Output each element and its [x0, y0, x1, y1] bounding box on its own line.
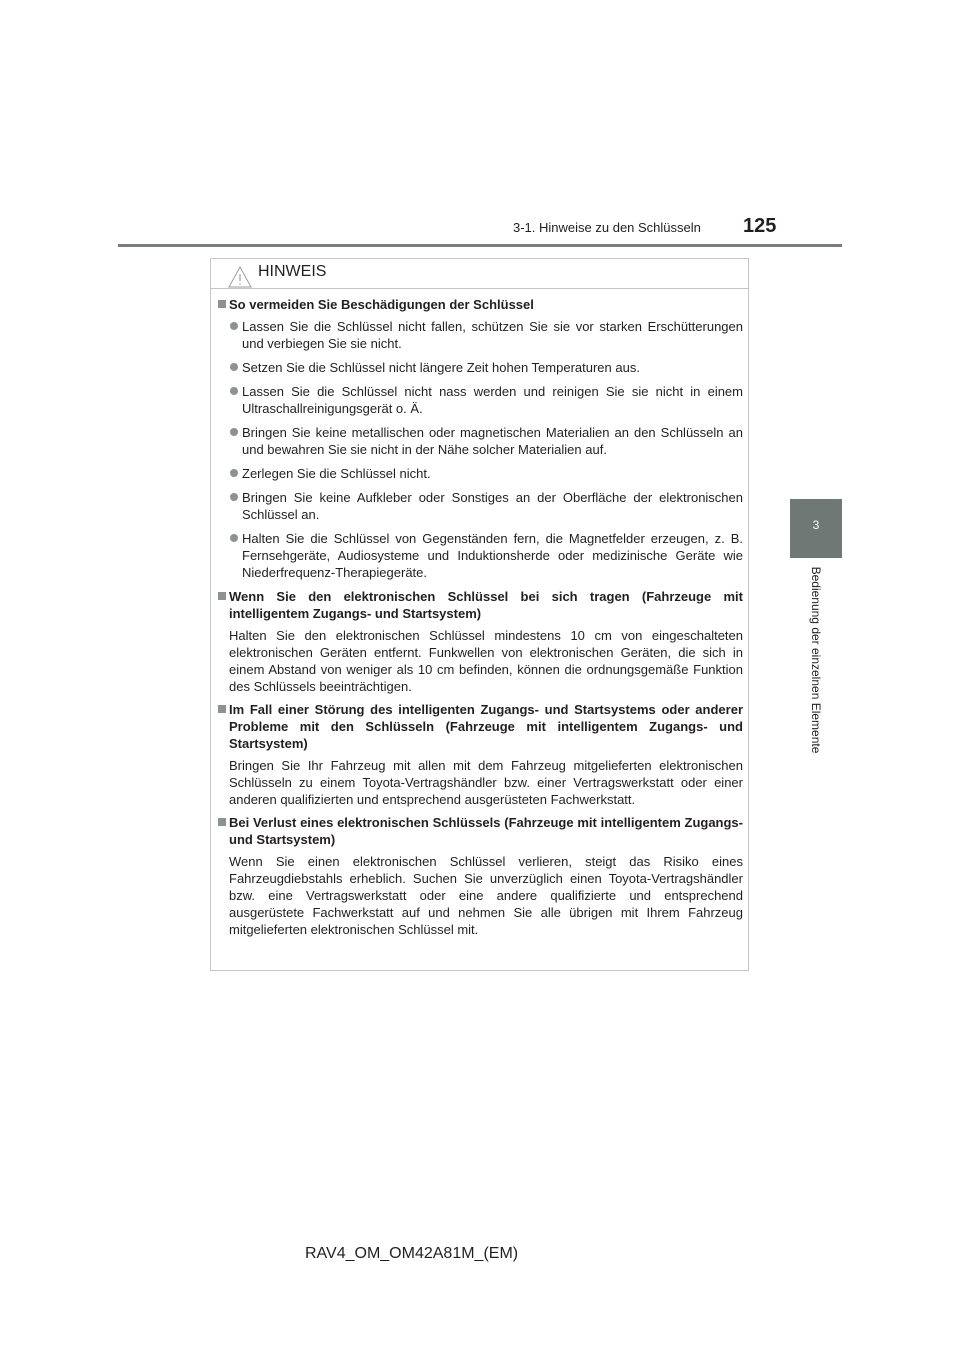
page-number: 125 [743, 215, 777, 237]
warning-triangle-icon [228, 266, 252, 288]
square-bullet-icon [218, 592, 226, 600]
section-body: Bringen Sie Ihr Fahrzeug mit allen mit dem Fahrzeug mitgelieferten elektronischen Schlüsseln zu einem Toyota-Vertragshändler bzw. einer Vertragswerkstatt oder einer anderen qualifizierten und entsprechend ausgerüsteten Fachwerkstatt. [229, 758, 743, 807]
circle-bullet-icon [230, 363, 238, 371]
square-bullet-icon [218, 705, 226, 713]
bullet-item [229, 318, 743, 352]
bullet-text: Lassen Sie die Schlüssel nicht nass werden und reinigen Sie sie nicht in einem Ultraschallreinigungsgerät o. Ä. [242, 384, 743, 416]
section-title: Bei Verlust eines elektronischen Schlüssels (Fahrzeuge mit intelligentem Zugangs- und Startsystem) [229, 815, 743, 847]
section-title: So vermeiden Sie Beschädigungen der Schlüssel [229, 297, 534, 312]
circle-bullet-icon [230, 534, 238, 542]
bullet-text: Lassen Sie die Schlüssel nicht fallen, schützen Sie sie vor starken Erschütterungen und verbiegen Sie sie nicht. [242, 319, 743, 351]
notice-section [218, 814, 743, 938]
notice-section [218, 588, 743, 695]
section-title: Wenn Sie den elektronischen Schlüssel bei sich tragen (Fahrzeuge mit intelligentem Zugangs- und Startsystem) [229, 589, 743, 621]
header-section-title: 3-1. Hinweise zu den Schlüsseln [513, 220, 701, 235]
bullet-text: Zerlegen Sie die Schlüssel nicht. [242, 466, 431, 481]
bullet-text: Setzen Sie die Schlüssel nicht längere Zeit hohen Temperaturen aus. [242, 360, 640, 375]
chapter-tab-label: Bedienung der einzelnen Elemente [809, 566, 823, 754]
notice-box [210, 258, 749, 971]
chapter-tab [790, 499, 842, 558]
notice-section [218, 701, 743, 808]
header-divider [118, 244, 842, 247]
circle-bullet-icon [230, 322, 238, 330]
notice-content [218, 296, 743, 944]
square-bullet-icon [218, 300, 226, 308]
bullet-item [229, 530, 743, 581]
square-bullet-icon [218, 818, 226, 826]
circle-bullet-icon [230, 387, 238, 395]
circle-bullet-icon [230, 493, 238, 501]
bullet-item [229, 465, 743, 482]
bullet-item [229, 383, 743, 417]
section-title: Im Fall einer Störung des intelligenten Zugangs- und Startsystems oder anderer Probleme mit den Schlüsseln (Fahrzeuge mit intelligentem Zugangs- und Startsystem) [229, 702, 743, 751]
bullet-text: Bringen Sie keine metallischen oder magnetischen Materialien an den Schlüsseln an und bewahren Sie sie nicht in der Nähe solcher Materialien auf. [242, 425, 743, 457]
bullet-item [229, 359, 743, 376]
chapter-tab-number: 3 [812, 518, 820, 532]
section-body: Wenn Sie einen elektronischen Schlüssel verlieren, steigt das Risiko eines Fahrzeugdiebstahls erheblich. Suchen Sie unverzüglich einen Toyota-Vertragshändler bzw. eine Vertragswerkstatt oder eine andere qualifizierte und entsprechend ausgerüstete Fachwerkstatt auf und nehmen Sie alle übrigen mit Ihrem Fahrzeug mitgelieferten elektronischen Schlüssel mit. [229, 854, 743, 937]
section-body: Halten Sie den elektronischen Schlüssel mindestens 10 cm von eingeschalteten elektronischen Geräten entfernt. Funkwellen von elektronischen Geräten, die sich in einem Abstand von weniger als 10 cm befinden, können die ordnungsgemäße Funktion des Schlüssels beeinträchtigen. [229, 628, 743, 694]
bullet-item [229, 424, 743, 458]
circle-bullet-icon [230, 428, 238, 436]
notice-header [211, 259, 748, 289]
circle-bullet-icon [230, 469, 238, 477]
bullet-item [229, 489, 743, 523]
bullet-text: Halten Sie die Schlüssel von Gegenständen fern, die Magnetfelder erzeugen, z. B. Fernsehgeräte, Audiosysteme und Induktionsherde oder medizinische Geräte wie Niederfrequenz-Therapiegeräte. [242, 531, 743, 580]
notice-title: HINWEIS [258, 263, 327, 280]
notice-section [218, 296, 743, 581]
bullet-text: Bringen Sie keine Aufkleber oder Sonstiges an der Oberfläche der elektronischen Schlüssel an. [242, 490, 743, 522]
document-code: RAV4_OM_OM42A81M_(EM) [305, 1245, 519, 1262]
